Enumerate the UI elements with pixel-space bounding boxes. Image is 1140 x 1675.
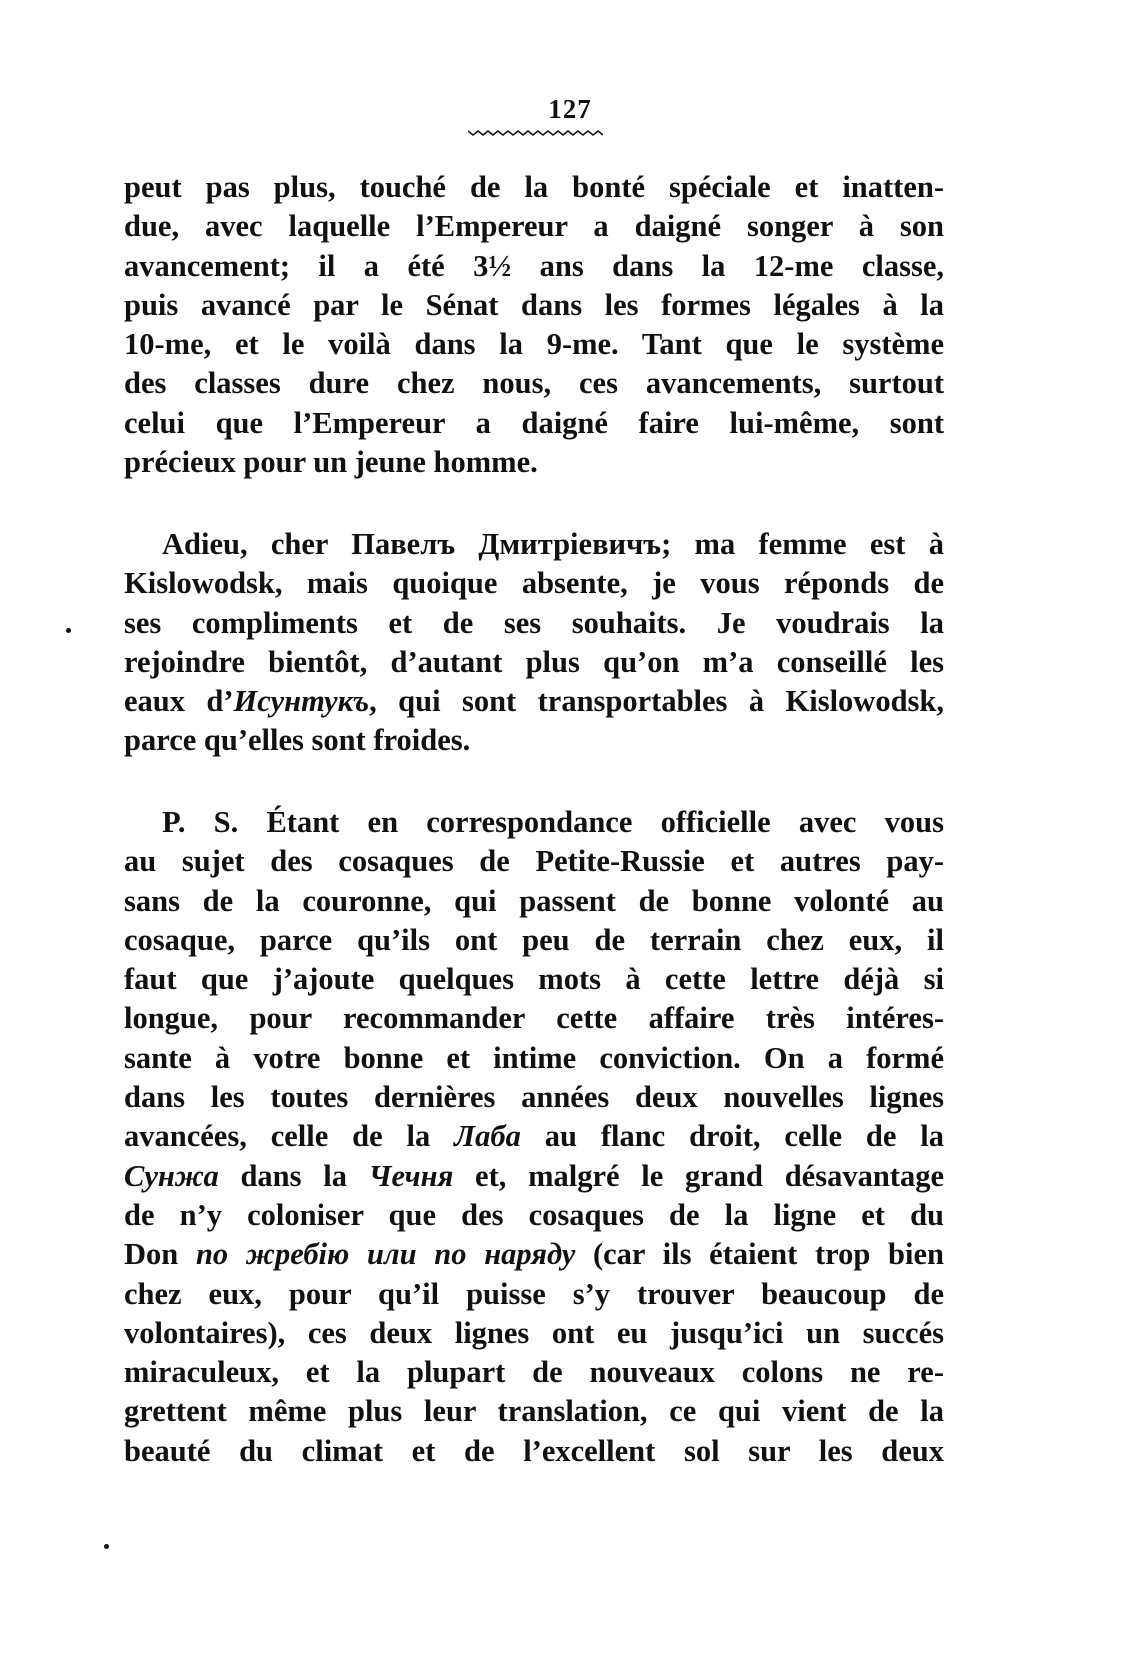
italic-place-name: Сунжа <box>124 1158 219 1193</box>
text-line: ses compliments et de ses souhaits. Je voudrais la <box>124 605 944 640</box>
paragraph-3 <box>124 803 944 1471</box>
paragraph-1 <box>124 168 944 482</box>
text-line: dans les toutes dernières années deux nouvelles lignes <box>124 1080 944 1115</box>
text-line: grettent même plus leur translation, ce qui vient de la <box>124 1394 944 1429</box>
text-line: avancement; il a été 3½ ans dans la 12-me classe, <box>124 248 944 283</box>
text-line: celui que l’Empereur a daigné faire lui-même, sont <box>124 405 944 440</box>
text-fragment: eaux d’ <box>124 684 234 719</box>
text-line: puis avancé par le Sénat dans les formes légales à la <box>124 287 944 322</box>
text-line: chez eux, pour qu’il puisse s’y trouver beaucoup de <box>124 1276 944 1311</box>
text-fragment: , qui sont transportables à Kislowodsk, <box>369 684 944 719</box>
text-line: beauté du climat et de l’excellent sol sur les deux <box>124 1433 944 1468</box>
text-line: miraculeux, et la plupart de nouveaux colons ne re- <box>124 1355 944 1390</box>
text-line: P. S. Étant en correspondance officielle avec vous <box>162 805 944 839</box>
paragraph-2 <box>124 525 944 761</box>
text-line: parce qu’elles sont froides. <box>124 723 471 758</box>
text-line: faut que j’ajoute quelques mots à cette lettre déjà si <box>124 962 944 997</box>
text-line: longue, pour recommander cette affaire très intéres- <box>124 1001 944 1036</box>
text-line: rejoindre bientôt, d’autant plus qu’on m’a conseillé les <box>124 644 944 679</box>
text-line: de n’y coloniser que des cosaques de la ligne et du <box>124 1197 944 1232</box>
text-line: volontaires), ces deux lignes ont eu jusqu’ici un succés <box>124 1315 944 1350</box>
text-fragment: (car ils étaient trop bien <box>575 1237 944 1272</box>
text-line: des classes dure chez nous, ces avancements, surtout <box>124 366 944 401</box>
text-fragment: au flanc droit, celle de la <box>520 1119 944 1154</box>
italic-place-name: Чечня <box>368 1158 454 1193</box>
italic-phrase: по жребію или по наряду <box>195 1237 576 1272</box>
text-line <box>124 1117 944 1156</box>
italic-place-name: Лаба <box>454 1119 521 1154</box>
italic-place-name: Исунтукъ <box>233 684 370 719</box>
text-line <box>124 1235 944 1274</box>
text-line: Adieu, cher Павелъ Дмитріевичъ; ma femme est à <box>162 527 944 561</box>
scan-speck <box>104 1544 109 1549</box>
text-line: peut pas plus, touché de la bonté spéciale et inatten- <box>124 170 944 204</box>
text-line: due, avec laquelle l’Empereur a daigné songer à son <box>124 209 944 244</box>
text-fragment: dans la <box>218 1158 369 1193</box>
text-line: Kislowodsk, mais quoique absente, je vous réponds de <box>124 566 944 601</box>
text-line <box>124 1157 944 1196</box>
page-number: 127 <box>548 94 592 124</box>
page-number-ornament <box>468 130 603 136</box>
scan-speck <box>66 628 71 633</box>
text-line: sante à votre bonne et intime conviction. On a formé <box>124 1040 944 1075</box>
text-line: 10-me, et le voilà dans la 9-me. Tant que le système <box>124 327 944 362</box>
text-line: cosaque, parce qu’ils ont peu de terrain chez eux, il <box>124 922 944 957</box>
text-line: au sujet des cosaques de Petite-Russie et autres pay- <box>124 844 944 879</box>
text-fragment: et, malgré le grand désavantage <box>453 1158 944 1193</box>
text-fragment: Don <box>124 1237 196 1272</box>
text-line: précieux pour un jeune homme. <box>124 445 538 480</box>
text-line: sans de la couronne, qui passent de bonne volonté au <box>124 883 944 918</box>
text-line <box>124 682 944 721</box>
text-fragment: avancées, celle de la <box>124 1119 455 1154</box>
